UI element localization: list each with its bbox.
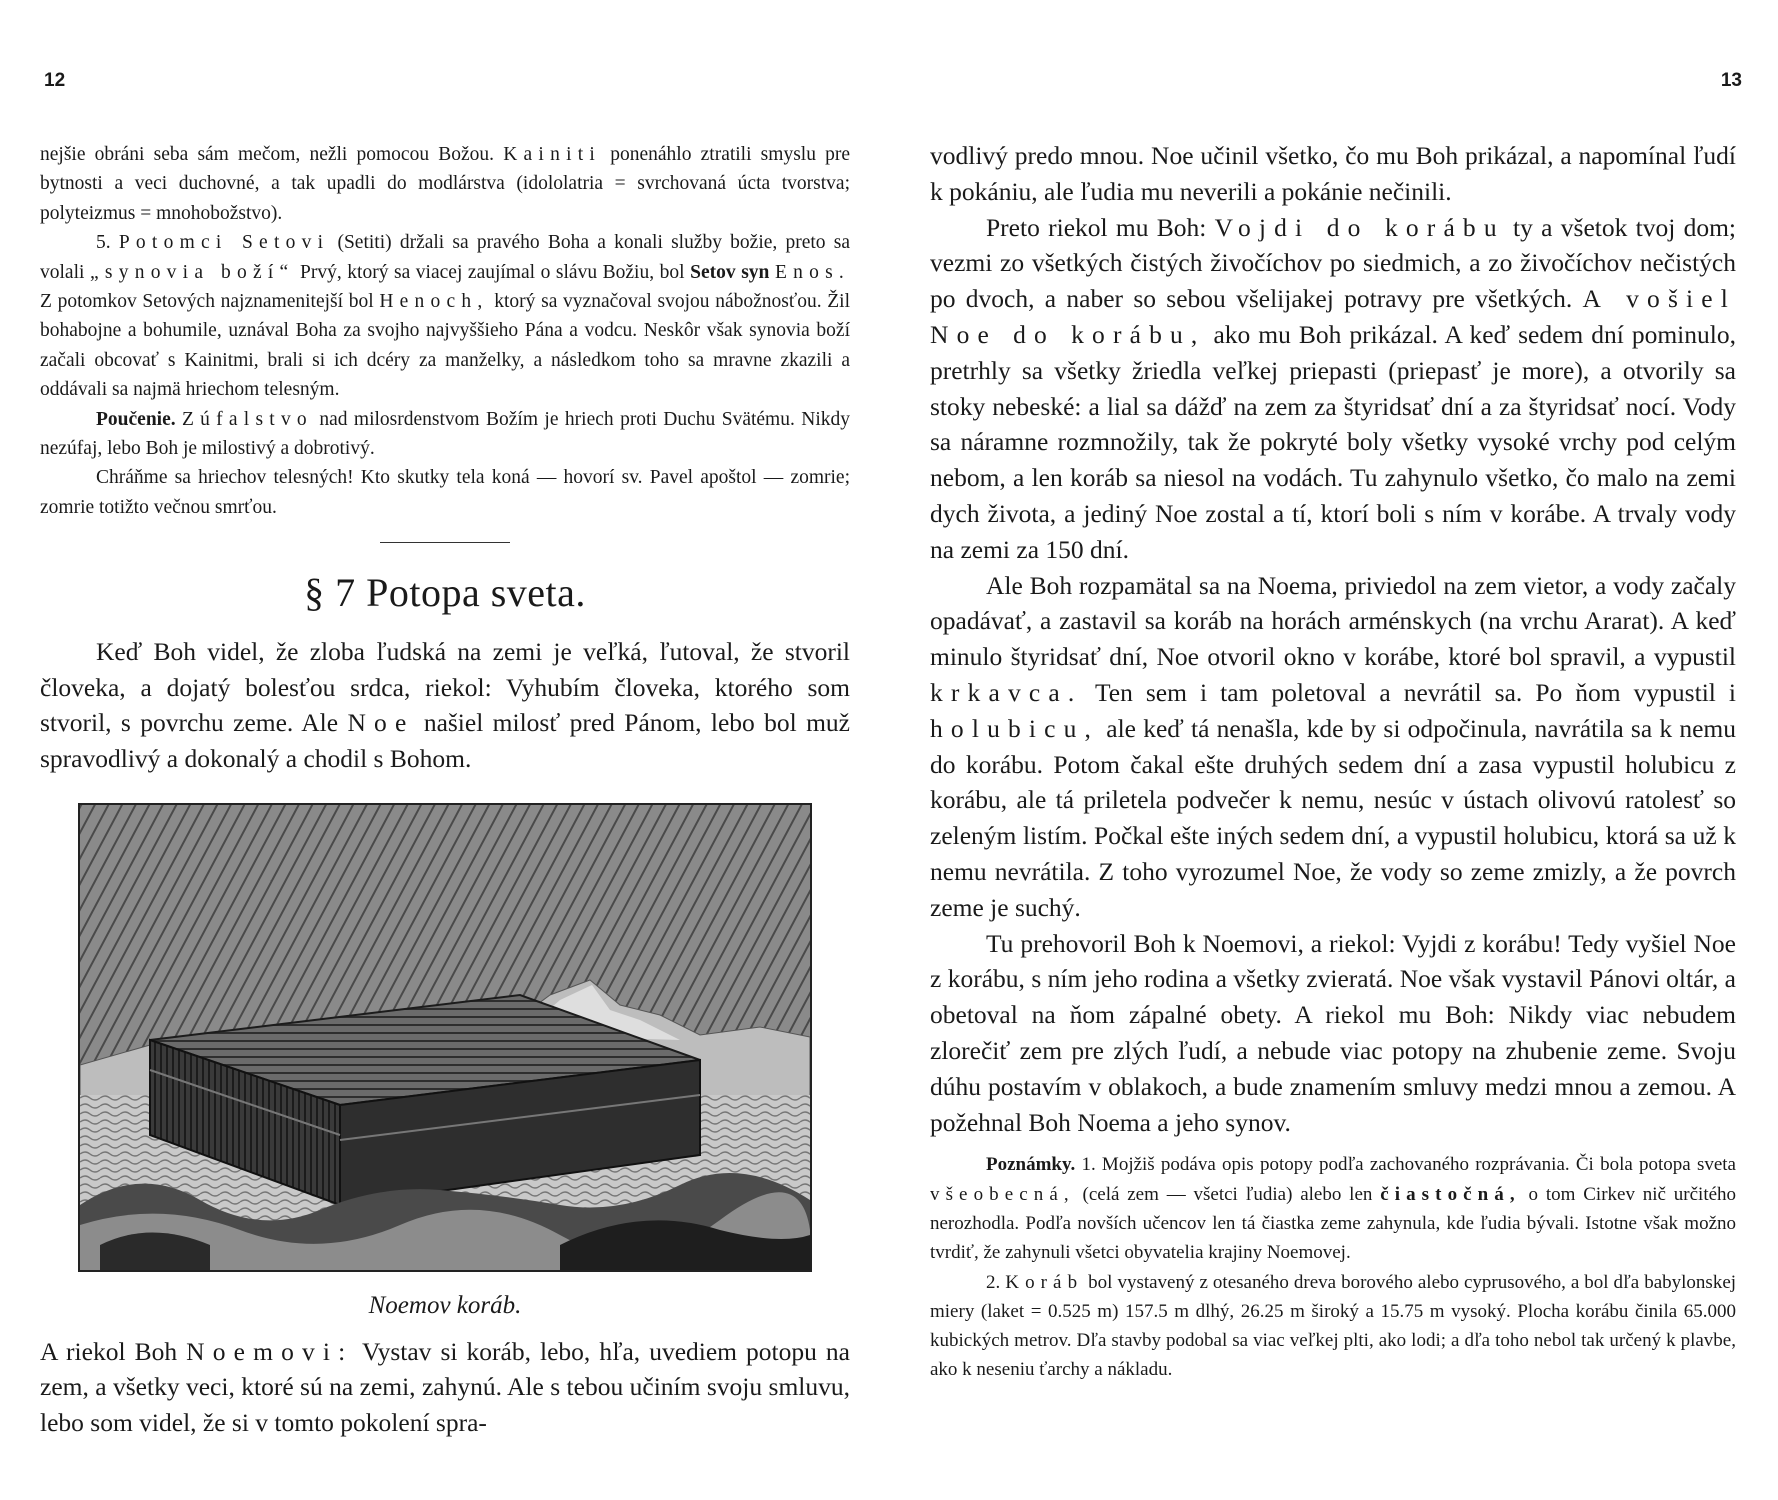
left-page [40, 140, 850, 1440]
right-paragraph-1: vodlivý predo mnou. Noe učinil všetko, čo mu Boh prikázal, a napomínal ľudí k pokániu, ale ľudia mu neverili a pokánie nečinili. [930, 141, 1736, 206]
note-1-text-post: o tom Cirkev nič určitého nerozhodla. Podľa novších učencov len tá čiastka zeme zahynula, kde ľudia bývali. Istotne však možno tvrdiť, že zahynuli všetci obyvatelia krajiny Noemovej. [930, 1183, 1737, 1264]
note-1-text-pre: 1. Mojžiš podáva opis potopy podľa zachovaného rozprávania. Či bola potopa sveta [1081, 1154, 1736, 1176]
point-5-text-3: Z potomkov Setových najznamenitejší bol [40, 291, 374, 313]
left-large-text [40, 634, 850, 776]
after-image-paragraph [40, 1334, 850, 1441]
intro-text-pre: Keď Boh videl, že zloba ľudská na zemi je veľká, ľutoval, že stvoril človeka, a dojatý bolesťou srdca, riekol: Vyhubím človeka, ktorého som stvoril, s povrchu zeme. Ale [40, 637, 850, 738]
point-5-spaced-4: Henoch, [379, 291, 489, 313]
point-5-spaced-3: Enos. [774, 261, 851, 283]
point-5-text-1: (Setiti) držali sa pravého Boha a konali služby božie, preto sa volali [40, 232, 851, 283]
notes-label: Poznámky. [986, 1154, 1076, 1176]
section-divider [380, 542, 510, 543]
continuation-paragraph [40, 140, 850, 228]
intro-paragraph [40, 634, 850, 776]
p2-spaced-2: A vošiel Noe do korábu, [930, 284, 1737, 349]
p3-text-post: ale keď tá nenašla, kde by si odpočinula, navrátila sa k nemu do korábu. Potom čakal ešte druhých sedem dní a zasa vypustil holubicu z korábu, ale tá priletela podvečer k nemu, nesúc v ústach olivovú ratolesť so zeleným listím. Počkal ešte iných sedem dní, a vypustil holubicu, ktorá sa už k nemu nevrátila. Z toho vyrozumel Noe, že vody so zeme zmizly, a že povrch zeme je suchý. [930, 713, 1736, 922]
ark-illustration [78, 803, 812, 1272]
poucenie-paragraph [40, 405, 850, 464]
left-after-image-text [40, 1334, 850, 1441]
after-image-spaced: Noemovi: [186, 1336, 354, 1366]
point-5-spaced-1: Potomci Setovi [118, 232, 330, 254]
page-number-left: 12 [44, 70, 66, 91]
point-5-bold: Setov syn [690, 261, 770, 283]
p3-text-pre: Ale Boh rozpamätal sa na Noema, priviedol na zem vietor, a vody začaly opadávať, a zastavil sa koráb na horách arménskych (na vrchu Ararat). A keď minulo štyridsať dní, Noe otvoril okno v korábe, ktoré bol spravil, a vypustil [930, 570, 1736, 672]
note-1-spaced-1: všeobecná, [930, 1183, 1075, 1205]
continuation-text-pre: nejšie obráni seba sám mečom, nežli pomocou Božou. [40, 144, 495, 165]
poucenie-text: nad milosrdenstvom Božím je hriech proti Duchu Svätému. Nikdy nezúfaj, lebo Boh je milostivý a dobrotivý. [40, 408, 851, 460]
p2-text-mid: ty a všetok tvoj dom; vezmi zo všetkých čistých živočíchov po siedmich, a zo živočíchov nečistých po dvoch, a naber so sebou všelijakej potravy pre všetkých. [930, 212, 1737, 314]
point-5-text-4: ktorý sa vyznačoval svojou nábožnosťou. Žil bohabojne a bohumile, uznával Boha za svojho najvyššieho Pána a vodcu. Neskôr však synovia boží začali obcovať s Kainitmi, brali si ich dcéry za manželky, a následkom toho sa mravne zkazili a oddávali sa najmä hriechom telesným. [40, 291, 851, 401]
note-1-spaced-2: čiastočná, [1380, 1183, 1521, 1205]
continuation-text-post: ponenáhlo ztratili smyslu pre bytnosti a veci duchovné, a tak upadli do modlárstva (idololatria = svrchovaná úcta tvorstva; polyteizmus = mnohobožstvo). [40, 144, 851, 224]
note-2-text: bol vystavený z otesaného dreva borového alebo cyprusového, a bol dľa babylonskej miery (laket = 0.525 m) 157.5 m dlhý, 26.25 m široký a 15.75 m vysoký. Plocha korábu činila 65.000 kubických metrov. Dľa stavby podobal sa viac veľkej plti, ako lodi; a dľa toho nebol tak určený k plavbe, ako k neseniu ťarchy a nákladu. [930, 1271, 1737, 1381]
right-paragraph-4: Tu prehovoril Boh k Noemovi, a riekol: Vyjdi z korábu! Tedy vyšiel Noe z korábu, s ním jeho rodina a všetky zvieratá. Noe však vystavil Pánovi oltár, a obetoval na ňom zápalné obety. A riekol mu Boh: Nikdy viac nebudem zlorečiť zem pre zlých ľudí, a nebude viac potopy na zhubenie zeme. Svoju dúhu postavím v oblakoch, a bude znamením smluvy medzi mnou a zemou. A požehnal Boh Noema a jeho synov. [930, 928, 1736, 1137]
continuation-spaced: Kainiti [503, 144, 602, 165]
right-paragraph-2 [930, 210, 1736, 568]
image-caption: Noemov koráb. [368, 1291, 522, 1319]
note-2-spaced: Koráb [1005, 1271, 1084, 1293]
note-2-number: 2. [986, 1271, 1001, 1293]
p3-spaced-1: krkavca. [930, 677, 1083, 707]
p2-text-pre: Preto riekol mu Boh: [986, 212, 1207, 242]
ark-engraving-image [80, 805, 810, 1270]
point-5-text-2: Prvý, ktorý sa viacej zaujímal o slávu Božiu, bol [300, 261, 685, 283]
p2-spaced-1: Vojdi do korábu [1214, 212, 1505, 242]
after-image-text-post: Vystav si koráb, lebo, hľa, uvediem potopu na zem, a všetky veci, ktoré sú na zemi, zahynú. Ale s tebou učiním svoju smluvu, lebo som videl, že si v tomto pokolení spra- [40, 1336, 850, 1437]
p2-text-post: ako mu Boh prikázal. A keď sedem dní pominulo, pretrhly sa všetky žriedla veľkej priepasti (priepasť je more), a otvorily sa stoky nebeské: a lial sa dážď na zem za štyridsať dní a za štyridsať nocí. Vody sa náramne rozmnožily, tak že pokryté boly všetky vysoké vrchy pod celým nebom, a len koráb sa niesol na vodách. Tu zahynulo všetko, čo malo na zemi dych života, a jediný Noe zostal a tí, ktorí boli s ním v korábe. A trvaly vody na zemi za 150 dní. [930, 319, 1736, 564]
right-large-text [930, 138, 1736, 1140]
point-5-paragraph [40, 228, 850, 404]
note-1 [930, 1150, 1736, 1267]
section-heading: § 7 Potopa sveta. [304, 570, 586, 616]
note-1-text-mid: (celá zem — všetci ľudia) alebo len [1082, 1183, 1373, 1205]
intro-spaced: Noe [347, 708, 415, 738]
point-5-spaced-2: „synovia boží“ [89, 261, 295, 283]
left-small-text [40, 140, 850, 522]
p3-text-mid: Ten sem i tam poletoval a nevrátil sa. Po ňom vypustil i [1094, 677, 1736, 707]
p3-spaced-2: holubicu, [930, 713, 1100, 743]
intro-text-post: našiel milosť pred Pánom, lebo bol muž spravodlivý a dokonalý a chodil s Bohom. [40, 708, 851, 774]
right-page [930, 138, 1736, 1385]
after-image-text-pre: A riekol Boh [40, 1336, 178, 1366]
note-2 [930, 1268, 1736, 1385]
right-paragraph-3 [930, 568, 1736, 926]
warning-paragraph: Chráňme sa hriechov telesných! Kto skutky tela koná — hovorí sv. Pavel apoštol — zomrie; zomrie totižto večnou smrťou. [40, 467, 850, 518]
page-number-right: 13 [1720, 70, 1742, 91]
poucenie-spaced: Zúfalstvo [182, 408, 313, 430]
notes-section [930, 1150, 1736, 1384]
poucenie-label: Poučenie. [96, 408, 176, 430]
point-5-number: 5. [96, 232, 111, 254]
